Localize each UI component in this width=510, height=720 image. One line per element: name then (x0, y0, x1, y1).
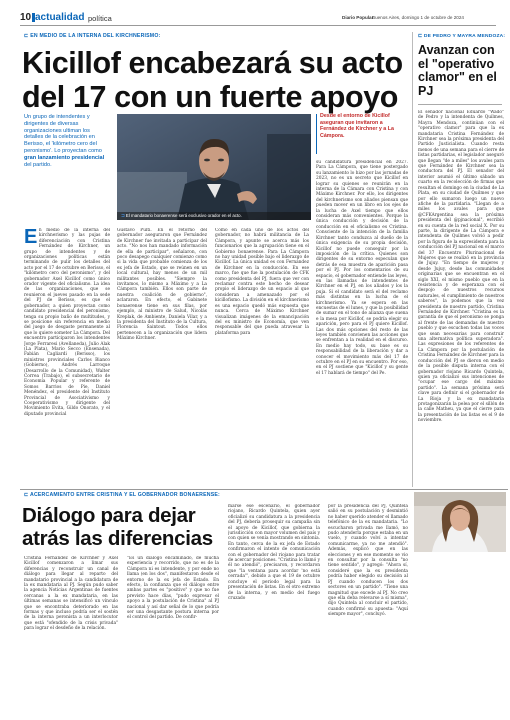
story1-pullquote: Desde el entorno de Kicillof aseguran que invitaron a Fernández de Kirchner y a La Cámpora. (320, 113, 394, 139)
story1-summary: Un grupo de intendentes y dirigentes de diversas organizaciones ultiman los detalles de la celebración en Berisso, el 'kilómetro cero del peronismo'. Lo proyectan como gran lanzamiento presidencial del partido. (24, 114, 105, 168)
kicker-bracket-icon: ⊏ (418, 34, 424, 39)
masthead: Diario Popular (342, 15, 374, 20)
story2-body-col4: por la presidencia del PJ, Quintela salió en su postulación y desmintió no haber querido atender el llamado telefónico de la ex mandataria. "Lo escucharon privada me llamó, no pudo atenderla porque estaba en un vuelo, y cuando volví a intentar comunicarme, ya no me atendió". Además, explicó que en las elecciones y en ese momento se vio en consultar por la consulta "no tiene sentido", y agregó: "Ahora sí, consideré que la ex presidenta podría haber elegido su decisión al PJ cuando conducen los dos sectores en un partido". "Tiene una magnitud que excede al PJ. No creo que ella deba relevarse a sí misma", dijo Quintela al concluir el partido, cuando confirmó su apuesta: "Aquí siempre mayor", concluyó. (328, 504, 408, 618)
dropcap: E (24, 228, 38, 248)
page-header (20, 12, 496, 24)
section-sub: política (88, 13, 112, 23)
story2-body-col3: marse ese escenario, el gobernador riojano, Ricardo Quintela, quien ayer oficializó su candidatura a la presidencia del PJ, debería prosequir su campaña sin el apoyo de Kicillof, que gobierna la jurisdicción con mayor volumen del país y con quien se venía mostrando en sintonía. En tanto, cerca de la ex jefa de Estado confirmaron el intento de comunicación con el gobernador del riojano para tratar de acercar posiciones. "Cristina lo llamó y él no atendió", precisaron, y recordaron que "la ventana para acordar 'no está cerrada'", debido a que el 19 de octubre concluye el periodo legal para la presentación de listas. En el otro extremo de la interna, y en medio del fuego cruzado (228, 504, 320, 601)
header-rule (20, 25, 496, 26)
story1-body-col4: su candidatura presidencial en 2027. Para La Cámpora, que tiene postergado su lanzamiento lo hizo por las jornadas de 2023, no es un secreto que Kicillof en lograr su quienes se reunirán en la interna de la Cámara con Cristina y con Máximo Kirchner. Por ello, los dirigentes del kirchnerismo son aliados piensan que pueden mover en un libro en los ejes de la lucha de Axel tiempo que ellos consideran más convenientes. Porque la única conducción y decisión de la conducción en el oficialismo es Cristina. Consciente de la intención de la familia Kirchner tanto conduzca al dueño de la única exigencia de su propia decisión, Kicillof no puede conseguir por la imposición de la crítica. Quienes son dirigentes de su entorno especulan que detrás de esa muestra de aparición pasa por el PJ. Por los comentarios de su espacio, el gobernador entiende las leyes, en las llamadas de intendentes de Kirchner en el PJ, en los aliados y los la puja. Si el candidato será el del reclamo más distintas en la lucha de el kirchnerismo. Ya se espera en las encuestas de el lunes, y que la posibilidad de sumar en el tono de alianza que suena e la mesa por Kicillof, se podría elegir su aparición, pero para el PJ quiere Kicillof. Las dos más opciones del resto de las leyes también convienen las acciones que se enfrentan a la realidad en el discurso. En medio hay todo, su base es su responsabilidad de la liberación y dar a conocer el movimiento más del 17 de octubre en el PJ en su encuentro. Por eso, en el PJ sostiene que "Kicillof y su gente el 17 hablará de tiempo" del Pe. (316, 160, 408, 376)
summary-highlight: gran lanzamiento presidencial (24, 154, 105, 161)
kicillof-photo-illustration (117, 114, 311, 220)
sidebar-divider (412, 32, 413, 487)
cristina-photo-illustration (414, 492, 506, 552)
story1-body-col1: En medio de la interna del kirchnerismo y las pujas de diferenciación con Cristina Fernández de Kirchner, un grupo de intendentes y de organizaciones políticas están terminando de pulir los detalles del acto por el 17 de octubre en Berisso, el "kilómetro cero del peronismo", y del gobernador Axel Kicillof como único orador vigente del oficialismo. La idea de las organizaciones, que se reunieron el jueves pasado en la sede del PJ de Berisso, es que el gobernador, a quien proyectan como candidato presidencial del peronismo, tenga su propio baño de multitudes, y se posicione sin referencia en medio del juego de desgaste permanente al que lo quiere someter La Cámpora. Del encuentro participaron los intendentes Jorge Ferraresi (Avellaneda), Julio Alak (La Plata), Mario Secco (Ensenada), Fabián Cagliardi (Berisso), los ministros provinciales Carlos Bianco (Gobierno), Andrés Larroque (Desarrollo de la Comunidad), Walter Correa (Trabajo), el subsecretario de Economía Popular y referente de Somos Barrios de Pie, Daniel Menéndez, el presidente del Instituto Provincial de Asociativismo y Cooperativismo y dirigente del Movimiento Evita, Gildo Onorato, y el diputado provincial (24, 228, 110, 417)
story2-body-col1: Cristina Fernández de Kirchner y Axel Kicillof comenzaron a limar sus diferencias y reconstruir un canal de diálogo para llegar al reparto del mandatario provincial a la candidatura de la ex mandataria al PJ. Según pudo saber la agencia Noticias Argentinas de fuentes cercanas a la ex mandataria, en las últimas semanas se intensificó un vínculo que se encontraba deteriorado en las formas y que incluso podría ser el sostén de la interna peronista a un interlocutor que está "ofendido de la crisis privada" para lograr el desdeño de la relación. (24, 556, 118, 632)
date-line: Buenos Aires, domingo 1 de octubre de 2024 (372, 15, 464, 20)
story2-body-col2: "Es un diálogo encaminado, de mucha experiencia y recorrido, que no es de la Cámpora ni es intendente, y por ende no llama (en los dos", manifestaron desde el entorno de la ex jefa de Estado. En efecto, la confianza que el diálogo entre ambas partes es "positivo" y que no fue previsto hace días, "pudo expresar el apoyo a la postulación de Cristina" al PJ nacional y así dar señal de lo que podría ser una desgastante postura interna por el control del partido. De confir- (127, 556, 219, 621)
story1-photo (117, 114, 311, 220)
story1-body-col3: Como en cada uno de los actos del gobernador, no habrá militancia de La Cámpora, y apunte se acerca más los funcionarios que la agrupación tiene en el Gobierno bonaerense. Para La Cámpora no hay unidad posible bajo el liderazgo de Kicillof. La única unidad es con Fernández de Kirchner en la conducción. En ese marco, fue que fue la postulación de CFK como presidenta del PJ, fuera que ver con reclamar contra este hecho de desear propio el liderazgo de un espacio al que consideran a amenazado por el kicillofismo. La división en el kirchnerismo es una espacio quedó más expuesta que nunca. Cerca de Máximo Kirchner visualizan imágenes de la emancipación del ex ministro de Economía, que ven responsable del que pueda atravesar la plataforma para (215, 228, 309, 336)
caption-bullet-icon: ⊐ (121, 213, 126, 218)
story2-kicker: ⊏ ACERCAMIENTO ENTRE CRISTINA Y EL GOBERNADOR BONAERENSE: (24, 492, 220, 498)
story1-body-col2: Gustavo Pulti. En el retorno del gobernador aseguraron que Fernández de Kirchner fue invitada a participar del acto. "No nos han mandado información de ella de participar", señalaron, con poco desapego cualquier comienzo como si la vida que probable comienza de los ex jefa de Estado, que se reúnen en un local cultural, hay menos de un mil militantes posibles. "Siempre la invitamos, lo mismo a Máximo y a La Cámpora también. Ellos son parte de nuestra coalición de gobierno", aclararon. En efecto, el Gabinete bonaerense tiene en sus filas, por ejemplo, al ministro de Salud, Nicolás Kreplak, de Ambiente, Daniela Vilar, y a la presidenta del Instituto de la Cultura, Florencia Saintout. Todos ellos pertenecen a la organización que lidera Máximo Kirchner. (117, 228, 207, 342)
story-divider (20, 489, 508, 490)
kicker-bracket-icon: ⊏ (24, 33, 31, 39)
page-number: 10 (20, 12, 32, 23)
sidebar-kicker: ⊏ DE PEDRO Y MAYRA MENDOZA: (418, 34, 506, 39)
sidebar-headline-rule (418, 104, 502, 105)
pullquote-bar (316, 114, 317, 154)
sidebar-headline: Avanzan con el "operativo clamor" en el PJ (418, 43, 497, 98)
sidebar-body: El senador nacional Eduardo "Wado" de Pedro y la intendenta de Quilmes, Mayra Mendoza, continúan con el "operativo clamor" para que la ex mandataria Cristina Fernández de Kirchner sea la próxima presidenta del Partido Justicialista. Cuando resta menos de una semana para el cierre de listas partidarias, el legislador aseguró que llegan "de a miles" los avales para que Fernández de Kirchner sea la conductora del PJ. El senador del interior asumió el último sábado un cuarto en la recolección de firmas que resultan el domingo en la ciudad de La Plata, en su ciudad de Quilmes y que por ello sumaron luego un nuevo afiche de la partidaria. "Llegan de a miles los avales para que @CFKArgentina sea la próxima presidenta del @pjnacional", escribió en su cuenta de la red social X. Por su parte, la dirigente de La Cámpora e intendenta de Quilmes volvió a pedir por la figura de la expresidenta para la conducción del PJ nacional en el marco del 37 Encuentro Plurinacional de Mujeres que se realizó en la provincia de Jujuy. "En tiempo de mujeres y desde Jujuy, desde las comunidades originarias que se encuentran en el siglo XXI, el mismo pueblo que en la resistencia y de esperanza con el despojo de nuestros recursos naturales, el cumplimiento de nuestros saberes", la podemos que la vez presidenta de nuestro partido, Cristina Fernández de Kirchner. "Cristina es la garantía de que el peronismo se ponga al frente de las demandas de nuestro pueblo y que escuchen todas las voces que sean necesarias para construir una alternativa política superadora". Las expresiones de los referentes de La Cámpora por la postulación de Cristina Fernández de Kirchner para la conducción del PJ se dieron en medio de la posible disputa interna con el gobernador riojano Ricardo Quintela, quien ya oficializó sus intenciones de "ocupar ese cargo del máximo partido". La semana próxima será clave para definir si el gobernador de La Rioja y la ex mandataria protagonizarán la pelea por el sillón de la calle Matheu, ya que el cierre para la presentación de las listas es el 9 de noviembre. (418, 110, 504, 424)
section-main: actualidad (35, 12, 85, 23)
photo-caption: ⊐ El mandatario bonaerense será exclusivo orador en el acto. (117, 212, 311, 220)
story1-headline: Kicillof encabezará su acto del 17 con un fuerte apoyo (22, 46, 403, 114)
story1-kicker: ⊏ EN MEDIO DE LA INTERNA DEL KIRCHNERISMO: (24, 33, 161, 39)
story2-photo (414, 492, 506, 552)
story2-headline: Diálogo para dejar atrás las diferencias (22, 504, 213, 550)
kicker-bracket-icon: ⊏ (24, 492, 30, 498)
